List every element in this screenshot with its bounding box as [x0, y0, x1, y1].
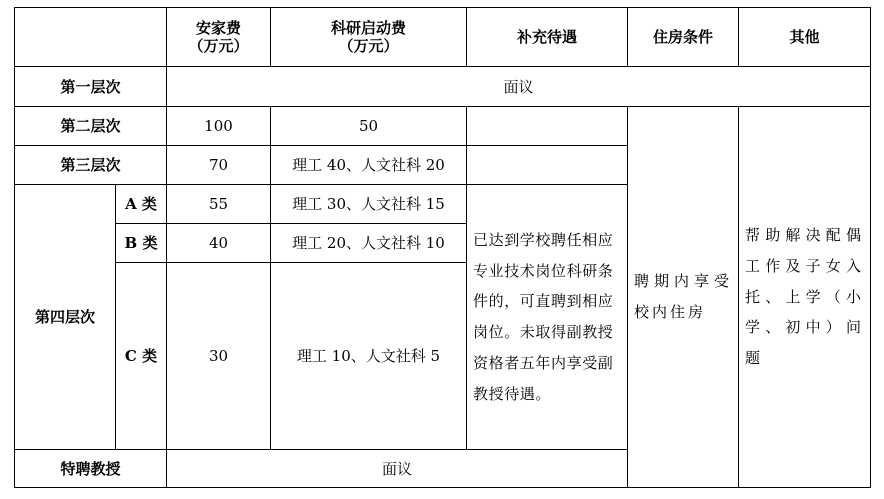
header-extra: 补充待遇	[467, 8, 628, 67]
header-corner	[15, 8, 167, 67]
header-research-fee-unit: （万元）	[338, 37, 399, 55]
table-row	[15, 107, 871, 146]
header-settle-fee	[167, 8, 271, 67]
level2-research-fee: 50	[271, 107, 467, 146]
level4c-settle-fee: 30	[167, 263, 271, 450]
level4-label: 第四层次	[15, 185, 116, 450]
level2-settle-fee: 100	[167, 107, 271, 146]
level4b-label: B 类	[116, 224, 167, 263]
header-row	[15, 8, 871, 67]
level4a-label: A 类	[116, 185, 167, 224]
level4b-research-fee: 理工 20、人文社科 10	[271, 224, 467, 263]
level1-label: 第一层次	[15, 67, 167, 107]
extra-benefits-cell: 已达到学校聘任相应专业技术岗位科研条件的，可直聘到相应岗位。未取得副教授资格者五年内享受副教授待遇。	[467, 185, 628, 450]
talent-benefits-table	[14, 7, 871, 488]
level3-extra-empty	[467, 146, 628, 185]
header-other: 其他	[739, 8, 871, 67]
level3-settle-fee: 70	[167, 146, 271, 185]
header-settle-fee-unit: （万元）	[188, 37, 249, 55]
other-cell: 帮助解决配偶工作及子女入托、上学（小学、初中）问题	[739, 107, 871, 488]
level3-research-fee: 理工 40、人文社科 20	[271, 146, 467, 185]
special-professor-negotiable: 面议	[167, 450, 628, 488]
level3-label: 第三层次	[15, 146, 167, 185]
level4c-label: C 类	[116, 263, 167, 450]
header-research-fee-label: 科研启动费	[330, 19, 406, 37]
special-professor-label: 特聘教授	[15, 450, 167, 488]
level4a-research-fee: 理工 30、人文社科 15	[271, 185, 467, 224]
level4b-settle-fee: 40	[167, 224, 271, 263]
level4c-research-fee: 理工 10、人文社科 5	[271, 263, 467, 450]
header-settle-fee-label: 安家费	[195, 19, 241, 37]
level1-negotiable: 面议	[167, 67, 871, 107]
level4a-settle-fee: 55	[167, 185, 271, 224]
housing-cell: 聘期内享受校内住房	[628, 107, 739, 488]
table-row	[15, 67, 871, 107]
level2-extra-empty	[467, 107, 628, 146]
header-housing: 住房条件	[628, 8, 739, 67]
level2-label: 第二层次	[15, 107, 167, 146]
header-research-fee	[271, 8, 467, 67]
